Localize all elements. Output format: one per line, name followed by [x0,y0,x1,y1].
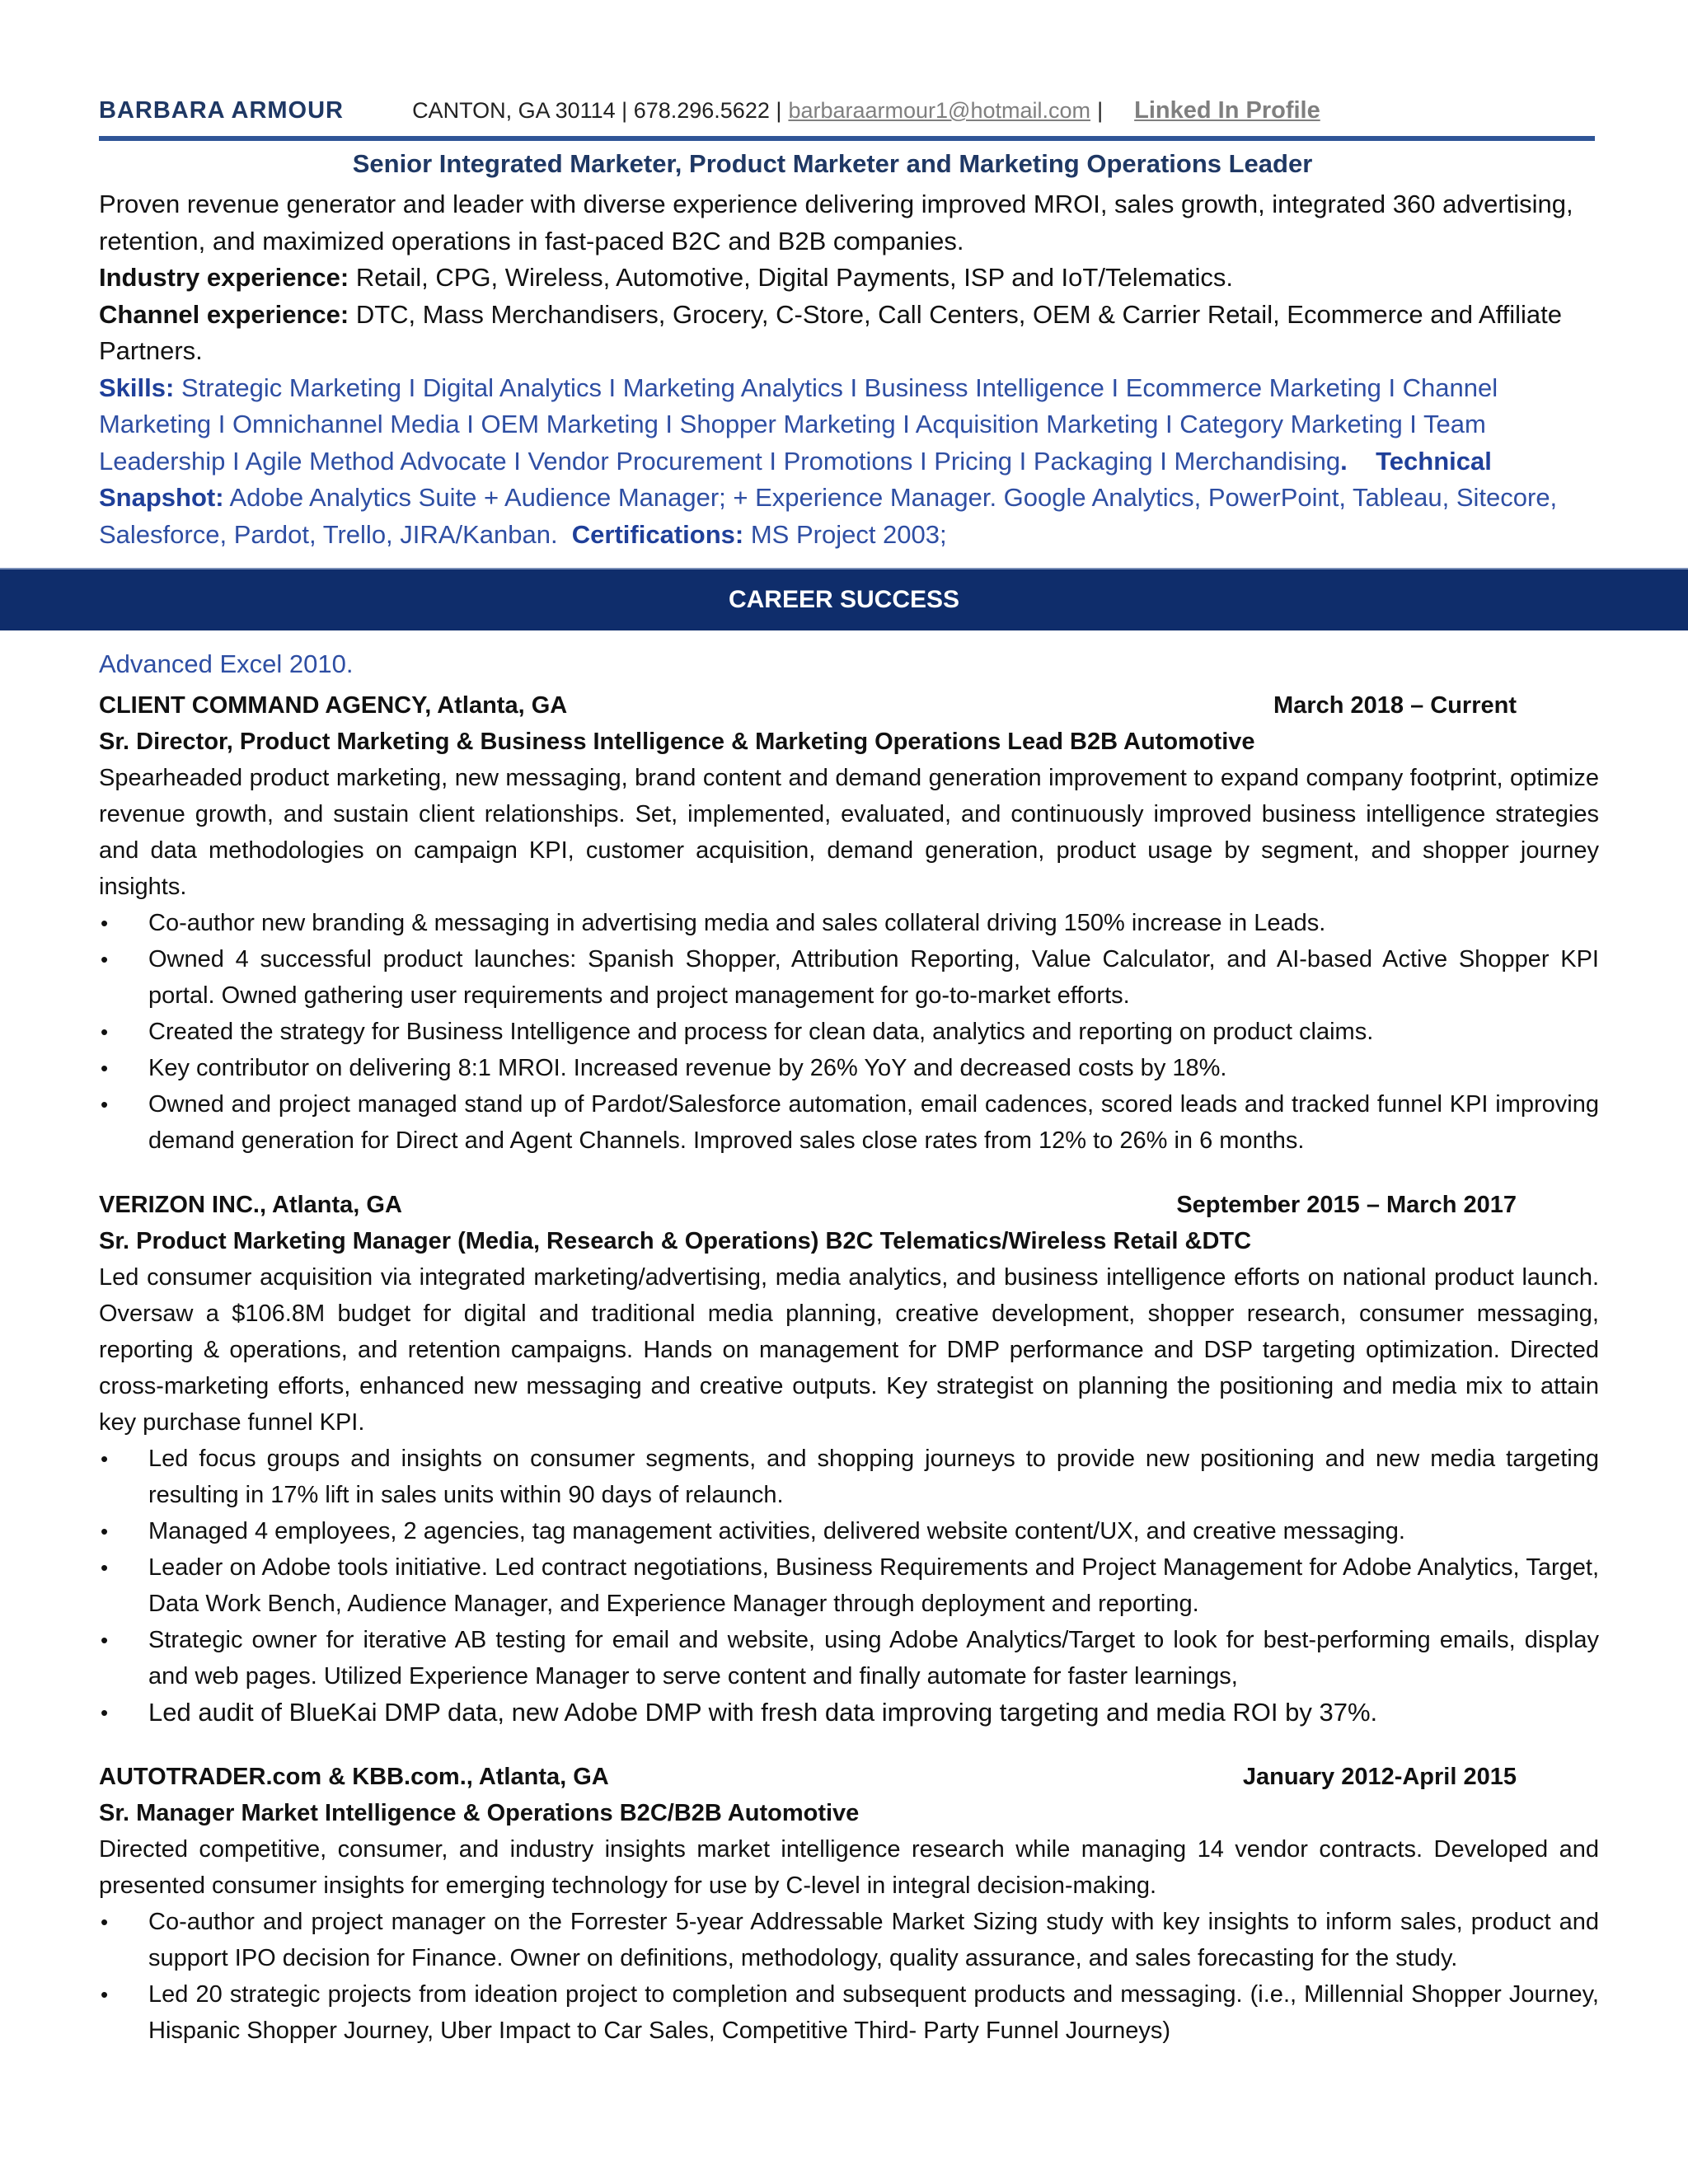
job-dates: January 2012-April 2015 [1242,1764,1517,1790]
bullet-icon: • [101,1628,109,1652]
job-dates: March 2018 – Current [1273,692,1517,719]
list-item: • Co-author new branding & messaging in advertising media and sales collateral driving 150% increase in Leads. [99,905,1599,941]
bullet-icon: • [101,1092,109,1117]
bullet-icon: • [101,1910,109,1934]
technical-label: Technical Snapshot: [99,446,1492,512]
job-verizon [99,1187,1599,1731]
job-description: Led consumer acquisition via integrated marketing/advertising, media analytics, and business intelligence efforts on national product launch. Oversaw a $106.8M budget for digital and traditional media planning, creative development, shopper research, consumer messaging, reporting & operations, and retention campaigns. Hands on management for DMP performance and DSP targeting optimization. Directed cross-marketing efforts, enhanced new messaging and creative outputs. Key strategist on planning the positioning and media mix to attain key purchase funnel KPI. [99,1264,1599,1436]
bullet-icon: • [101,1700,109,1725]
bullet-icon: • [101,1555,109,1580]
list-item: • Owned 4 successful product launches: Spanish Shopper, Attribution Reporting, Value Calculator, and AI-based Active Shopper KPI portal. Owned gathering user requirements and project management for go-to-market efforts. [99,941,1599,1014]
summary-intro: Proven revenue generator and leader with diverse experience delivering improved MROI, sales growth, integrated 360 advertising, retention, and maximized operations in fast-paced B2C and B2B companies. [99,190,1573,255]
job-bullets [99,1441,1599,1731]
list-item: • Led focus groups and insights on consumer segments, and shopping journeys to provide new positioning and new media targeting resulting in 17% lift in sales units within 90 days of relaunch. [99,1441,1599,1513]
job-title: Sr. Manager Market Intelligence & Operations B2C/B2B Automotive [99,1800,860,1826]
skills-block [99,370,1599,554]
list-item: • Strategic owner for iterative AB testing for email and website, using Adobe Analytics/Target to look for best-performing emails, display and web pages. Utilized Experience Manager to serve content and finally automate for faster learnings, [99,1622,1599,1694]
career-success-banner: CAREER SUCCESS [0,569,1688,630]
career-section [99,646,1599,2049]
bullet-icon: • [101,1019,109,1044]
candidate-name: BARBARA ARMOUR [99,97,344,124]
list-item: • Led audit of BlueKai DMP data, new Adobe DMP with fresh data improving targeting and media ROI by 37%. [99,1694,1599,1731]
list-item: • Leader on Adobe tools initiative. Led contract negotiations, Business Requirements and Project Management for Adobe Analytics, Target, Data Work Bench, Audience Manager, and Experience Manager through deployment and reporting. [99,1549,1599,1622]
list-item: • Owned and project managed stand up of Pardot/Salesforce automation, email cadences, scored leads and tracked funnel KPI improving demand generation for Direct and Agent Channels. Improved sales close rates from 12% to 26% in 6 months. [99,1086,1599,1159]
bullet-icon: • [101,911,109,935]
bullet-icon: • [101,1056,109,1080]
bullet-icon: • [101,1519,109,1544]
certifications-label: Certifications: [571,519,744,549]
list-item: • Led 20 strategic projects from ideation project to completion and subsequent products and messaging. (i.e., Millennial Shopper Journey, Hispanic Shopper Journey, Uber Impact to Car Sales, Competitive Third- Party Funnel Journeys) [99,1976,1599,2049]
bullet-icon: • [101,1982,109,2007]
contact-info: CANTON, GA 30114 | 678.296.5622 | [412,98,782,123]
certifications-continued: Advanced Excel 2010. [99,649,354,678]
job-company: VERIZON INC., Atlanta, GA [99,1192,402,1218]
channel-text: DTC, Mass Merchandisers, Grocery, C-Store, Call Centers, OEM & Carrier Retail, Ecommerce and Affiliate Partners. [99,299,1563,365]
list-item: • Key contributor on delivering 8:1 MROI. Increased revenue by 26% YoY and decreased costs by 18%. [99,1050,1599,1086]
bullet-icon: • [101,947,109,972]
channel-label: Channel experience: [99,299,349,329]
contact-separator: | [1097,98,1104,123]
job-client-command [99,687,1599,1159]
industry-text: Retail, CPG, Wireless, Automotive, Digital Payments, ISP and IoT/Telematics. [355,263,1234,292]
list-item: • Managed 4 employees, 2 agencies, tag management activities, delivered website content/UX, and creative messaging. [99,1513,1599,1549]
job-bullets [99,1904,1599,2049]
job-company: AUTOTRADER.com & KBB.com., Atlanta, GA [99,1764,609,1790]
industry-label: Industry experience: [99,263,349,292]
linkedin-profile-link[interactable]: Linked In Profile [1134,97,1320,124]
job-autotrader [99,1759,1599,2049]
job-title: Sr. Product Marketing Manager (Media, Research & Operations) B2C Telematics/Wireless Retail &DTC [99,1228,1252,1254]
job-description: Spearheaded product marketing, new messaging, brand content and demand generation improvement to expand company footprint, optimize revenue growth, and sustain client relationships. Set, implemented, evaluated, and continuously improved business intelligence strategies and data methodologies on campaign KPI, customer acquisition, demand generation, product usage by segment, and shopper journey insights. [99,765,1599,900]
industry-experience [99,260,1599,297]
summary-section [99,186,1599,553]
channel-experience [99,297,1599,370]
certifications-text: MS Project 2003; [750,519,947,549]
job-title: Sr. Director, Product Marketing & Business Intelligence & Marketing Operations Lead B2B Automotive [99,729,1255,755]
job-bullets [99,905,1599,1159]
header [99,97,1615,124]
skills-label: Skills: [99,373,175,402]
job-description: Directed competitive, consumer, and industry insights market intelligence research while managing 14 vendor contracts. Developed and presented consumer insights for emerging technology for use by C-level in integral decision-making. [99,1836,1599,1899]
technical-text: Adobe Analytics Suite + Audience Manager; + Experience Manager. Google Analytics, PowerPoint, Tableau, Sitecore, Salesforce, Pardot, Trello, JIRA/Kanban. [99,483,1558,549]
professional-headline: Senior Integrated Marketer, Product Marketer and Marketing Operations Leader [352,149,1313,178]
skills-end: . [1340,446,1348,476]
skills-text: Strategic Marketing I Digital Analytics I Marketing Analytics I Business Intelligence I Ecommerce Marketing I Channel Marketing I Omnichannel Media I OEM Marketing I Shopper Marketing I Acquisition Marketing I Category Marketing I Team Leadership I Agile Method Advocate I Vendor Procurement I Promotions I Pricing I Packaging I Merchandising [99,373,1498,476]
header-divider [99,136,1595,141]
list-item: • Co-author and project manager on the Forrester 5-year Addressable Market Sizing study with key insights to inform sales, product and support IPO decision for Finance. Owner on definitions, methodology, quality assurance, and sales forecasting for the study. [99,1904,1599,1976]
job-company: CLIENT COMMAND AGENCY, Atlanta, GA [99,692,568,719]
list-item: • Created the strategy for Business Intelligence and process for clean data, analytics and reporting on product claims. [99,1014,1599,1050]
job-dates: September 2015 – March 2017 [1176,1192,1517,1218]
bullet-icon: • [101,1446,109,1471]
email-link[interactable]: barbaraarmour1@hotmail.com [788,98,1090,123]
